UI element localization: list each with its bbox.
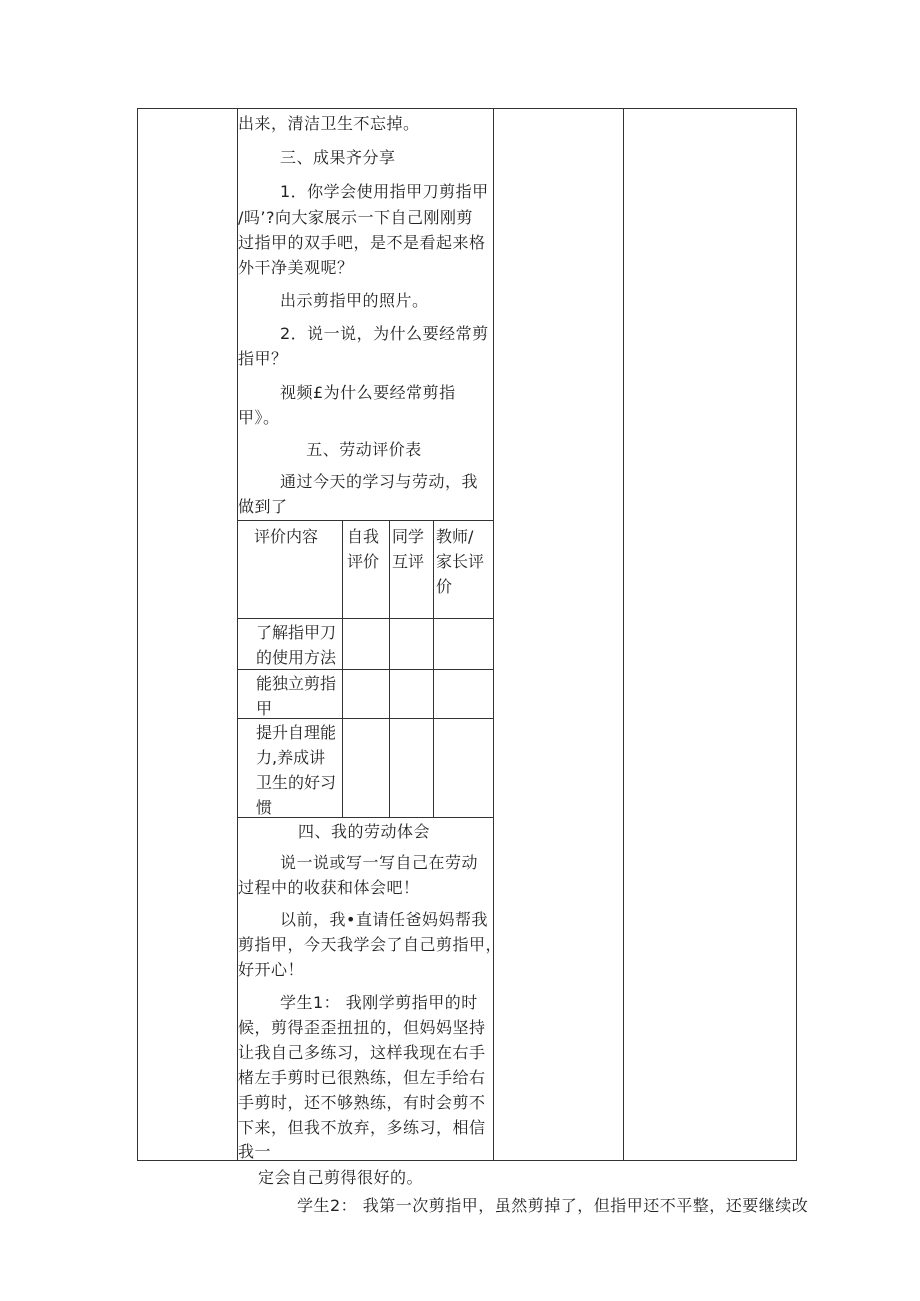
text-line: 定会自己剪得很好的。 [258,1168,424,1187]
table-line [389,520,390,818]
text-line: 2．说一说，为什么要经常剪 [280,324,489,343]
table-line [238,718,493,719]
text-line: 甲》。 [238,408,280,427]
table-line [342,520,343,818]
header-self: 评价 [347,552,380,571]
text-line: 下来，但我不放弃，多练习，相信 [238,1118,486,1137]
row-item: 力,养成讲 [256,748,326,767]
text-line: 让我自己多练习，这样我现在右手 [238,1043,486,1062]
row-item: 的使用方法 [256,648,337,667]
text-line: 指甲？ [238,349,288,368]
row-item: 能独立剪指 [256,674,337,693]
text-line: 以前，我•直请任爸妈妈帮我 [280,910,488,929]
header-teacher: 家长评 [436,552,485,571]
text-line: 出来，清洁卫生不忘掉。 [238,114,420,133]
table-line [238,520,493,521]
evaluation-table [238,520,493,818]
text-line: 1．你学会使用指甲刀剪指甲 [280,182,489,201]
row-item: 甲 [256,699,273,718]
header-self: 自我 [347,527,380,546]
text-line: 学生2： 我第一次剪指甲，虽然剪掉了，但指甲还不平整，还要继续改 [297,1196,809,1215]
text-line: 过指甲的双手吧，是不是看起来格 [238,233,486,252]
text-line: 过程中的收获和体会吧！ [238,878,420,897]
section-heading: 三、成果齐分享 [280,148,396,167]
row-item: 提升自理能 [256,723,337,742]
text-line: 出示剪指甲的照片。 [280,291,429,310]
text-line: 手剪时，还不够熟练，有时会剪不 [238,1093,486,1112]
text-line: 外干净美观呢？ [238,258,354,277]
header-teacher: 教师/ [436,527,474,546]
text-line: 好开心！ [238,960,305,979]
text-line: /吗’?向大家展示一下自己刚刚剪 [238,208,473,227]
text-line: 剪指甲，今天我学会了自己剪指甲， [238,935,503,954]
header-peer: 同学 [392,527,425,546]
header-content: 评价内容 [254,527,319,546]
table-line [433,520,434,818]
section-heading: 五、劳动评价表 [306,440,422,459]
table-divider [623,108,624,1161]
text-line: 说一说或写一写自己在劳动 [280,853,479,872]
text-line: 通过今天的学习与劳动，我 [280,472,479,491]
text-line: 我一 [238,1142,272,1161]
text-line: 视频£为什么要经常剪指 [280,383,456,402]
row-item: 卫生的好习 [256,773,337,792]
table-line [238,618,493,619]
row-item: 了解指甲刀 [256,623,337,642]
text-line: 楮左手剪时已很熟练，但左手给右 [238,1068,486,1087]
section-heading: 四、我的劳动体会 [297,822,430,841]
row-item: 惯 [256,798,273,817]
text-line: 做到了 [238,497,288,516]
header-peer: 互评 [392,552,425,571]
table-line [238,817,493,818]
header-teacher: 价 [436,577,453,596]
text-line: 候，剪得歪歪扭扭的，但妈妈坚持 [238,1018,486,1037]
text-line: 学生1： 我刚学剪指甲的时 [280,993,478,1012]
